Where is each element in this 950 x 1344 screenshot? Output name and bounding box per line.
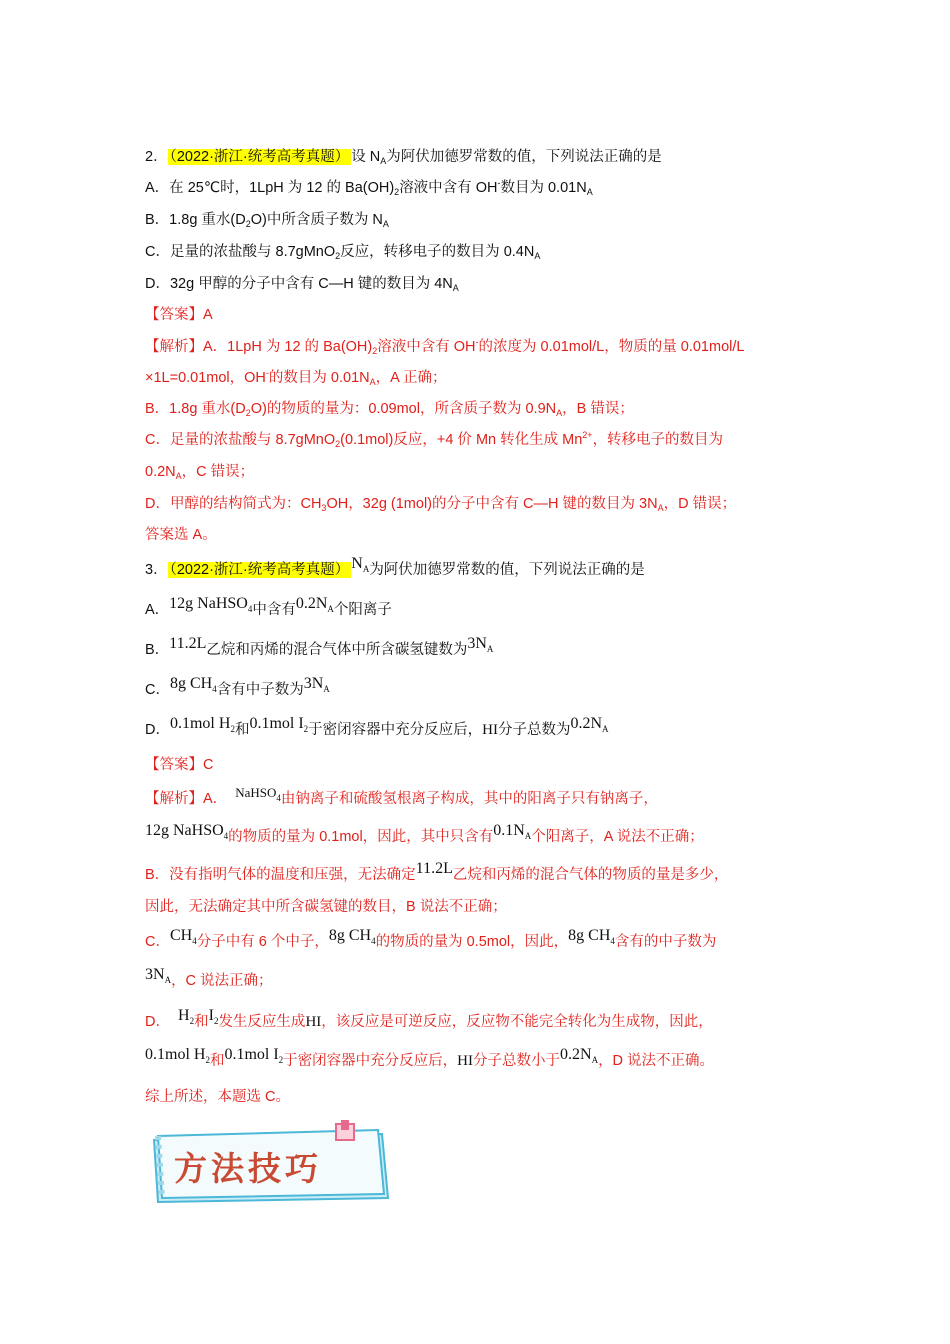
q3-option-c: C．8g $CH_4$含有中子数为$3N_A$	[145, 675, 330, 698]
q2-stem: 2． （2022·浙江·统考高考真题） 设 $N_A$为阿伏加德罗常数的值，下列说法正确的是	[145, 149, 662, 166]
q2-answer: 【答案】A	[145, 307, 213, 323]
q3-explanation-d2: 0.1mol $H_2$和0.1mol $I_2$于密闭容器中充分反应后，HI分子总数小于$0.2N_A$，D 说法不正确。	[145, 1046, 715, 1069]
q2-explanation-2: ×1L=0.01mol，OH-的数目为 $0.01N_A$，A 正确；	[145, 368, 447, 387]
q3-explanation-b1: B．没有指明气体的温度和压强，无法确定11.2L乙烷和丙烯的混合气体的物质的量是多少，	[145, 860, 729, 883]
q3-source-tag: （2022·浙江·统考高考真题）	[169, 562, 350, 578]
q2-option-d: D．32g 甲醇的分子中含有 C—H 键的数目为 $4N_A$	[145, 276, 459, 293]
q3-option-d: D．0.1mol $H_2$和0.1mol $I_2$于密闭容器中充分反应后，HI分子总数为$0.2N_A$	[145, 715, 609, 738]
q3-explanation-c1: C．$CH_4$分子中有 6 个中子，8g $CH_4$的物质的量为 0.5mol，因此，8g $CH_4$含有的中子数为	[145, 927, 717, 950]
q2-explanation-5: $0.2N_A$，C 错误；	[145, 464, 255, 481]
q3-explanation-a2: 12g NaHSO$_4$的物质的量为 0.1mol，因此，其中只含有$0.1N_A$个阳离子，A 说法不正确；	[145, 822, 704, 845]
q3-stem: 3． （2022·浙江·统考高考真题） $N_A$为阿伏加德罗常数的值，下列说法正确的是	[145, 555, 645, 578]
q3-explanation-d1: D． $H_2$和$I_2$发生反应生成HI，该反应是可逆反应，反应物不能完全转化为生成物，因此，	[145, 1007, 713, 1030]
q3-explanation-c2: $3N_A$，C 说法正确；	[145, 966, 273, 989]
q3-conclusion: 综上所述，本题选 C。	[145, 1089, 290, 1105]
q2-conclusion: 答案选 A。	[145, 527, 217, 543]
paper-clip-icon	[336, 1120, 354, 1140]
q3-explanation-b2: 因此，无法确定其中所含碳氢键的数目，B 说法不正确；	[145, 899, 507, 915]
q2-option-b: B．1.8g 重水$(D_2O)$中所含质子数为 $N_A$	[145, 212, 389, 229]
q2-option-a: A．在 25℃时，1LpH 为 12 的 $Ba(OH)_2$溶液中含有 OH-数目为 $0.01N_A$	[145, 178, 593, 197]
q3-option-a: A．12g NaHSO$_4$中含有$0.2N_A$个阳离子	[145, 595, 392, 618]
q2-explanation-6: D．甲醇的结构简式为：$CH_3OH$，32g (1mol)的分子中含有 C—H 键的数目为 $3N_A$，D 错误；	[145, 496, 737, 513]
q2-explanation-3: B．1.8g 重水$(D_2O)$的物质的量为：0.09mol，所含质子数为 $0.9N_A$，B 错误；	[145, 401, 634, 418]
q3-explanation-a1: 【解析】A． NaHSO$_4$由钠离子和硫酸氢根离子构成，其中的阳离子只有钠离子，	[145, 785, 658, 807]
q2-explanation-1: 【解析】A．1LpH 为 12 的 $Ba(OH)_2$溶液中含有 OH-的浓度为 0.01mol/L，物质的量 0.01mol/L	[145, 337, 745, 356]
banner-title: 方法技巧	[174, 1149, 322, 1188]
q2-option-c: C．足量的浓盐酸与 8.7gMnO$_2$反应，转移电子的数目为 $0.4N_A$	[145, 244, 541, 261]
q3-option-b: B．11.2L乙烷和丙烯的混合气体中所含碳氢键数为$3N_A$	[145, 635, 494, 658]
method-tips-banner	[148, 1120, 392, 1204]
q2-source-tag: （2022·浙江·统考高考真题）	[169, 149, 350, 165]
q3-answer: 【答案】C	[145, 757, 214, 773]
q2-explanation-4: C．足量的浓盐酸与 8.7gMnO$_2$(0.1mol)反应，+4 价 Mn 转化生成 $Mn^{2+}$，转移电子的数目为	[145, 430, 724, 449]
